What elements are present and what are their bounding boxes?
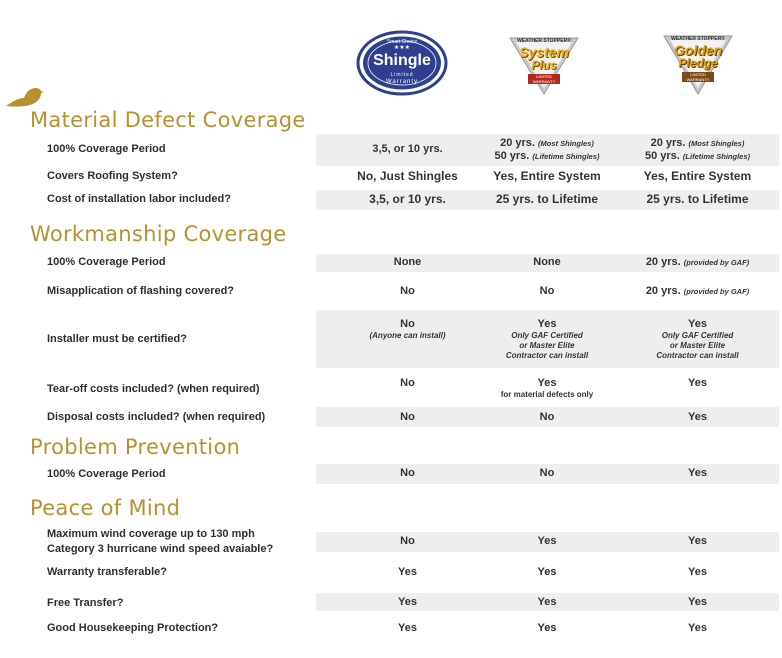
row-label: Free Transfer? bbox=[47, 597, 124, 609]
cell-m3-c2: 25 yrs. to Lifetime bbox=[495, 192, 599, 206]
section-title-workmanship: Workmanship Coverage bbox=[30, 222, 287, 246]
cell-w5-c2: No bbox=[539, 411, 555, 423]
row-label: Disposal costs included? (when required) bbox=[47, 411, 266, 423]
cell-m1-c2 bbox=[472, 137, 622, 163]
cell-w3-c3-n3: Contractor can install bbox=[656, 351, 739, 360]
cell-w2-c3-note: (provided by GAF) bbox=[683, 287, 750, 296]
cell-w3-c3 bbox=[620, 318, 775, 361]
logo-golden-pledge-top: WEATHER STOPPER® bbox=[671, 36, 725, 42]
cell-m1-c3 bbox=[620, 137, 775, 163]
section-title-prevention: Problem Prevention bbox=[30, 435, 241, 459]
cell-q1-c1: No bbox=[400, 535, 415, 547]
cell-w3-c1-note: (Anyone can install) bbox=[369, 331, 446, 340]
cell-m2-c2: Yes, Entire System bbox=[493, 169, 601, 183]
golden-pledge-logo bbox=[662, 32, 734, 96]
cell-m3-c1: 3,5, or 10 yrs. bbox=[369, 192, 446, 206]
cell-w4-c2-value: Yes bbox=[537, 377, 557, 389]
cell-w4-c3: Yes bbox=[688, 377, 707, 389]
cell-w4-c2 bbox=[472, 377, 622, 400]
cell-w1-c3-note: (provided by GAF) bbox=[683, 258, 750, 267]
cell-w2-c3 bbox=[620, 285, 775, 298]
cell-m1-c3b: 50 yrs. bbox=[644, 150, 680, 162]
cell-q1-c3: Yes bbox=[688, 535, 707, 547]
logo-shingle-stars: ★★★ bbox=[393, 45, 411, 51]
row-label: 100% Coverage Period bbox=[47, 143, 166, 155]
cell-m1-c2a-note: (Most Shingles) bbox=[538, 139, 594, 148]
cell-w2-c2: No bbox=[539, 285, 555, 297]
logo-system-plus-top: WEATHER STOPPER® bbox=[517, 38, 571, 44]
cell-w2-c3-value: 20 yrs. bbox=[645, 285, 681, 297]
system-plus-logo bbox=[508, 34, 580, 96]
cell-w3-c3-n1: Only GAF Certified bbox=[661, 331, 734, 340]
section-title-peace: Peace of Mind bbox=[30, 496, 181, 520]
cell-m1-c2a: 20 yrs. bbox=[500, 137, 535, 149]
logo-system-plus-line2: Plus bbox=[531, 58, 557, 72]
cell-w5-c1: No bbox=[400, 411, 415, 423]
cell-m1-c3b-note: (Lifetime Shingles) bbox=[682, 152, 751, 161]
cell-w3-c3-value: Yes bbox=[688, 318, 707, 330]
row-label: Covers Roofing System? bbox=[47, 170, 178, 182]
cell-w3-c2-value: Yes bbox=[537, 318, 557, 330]
cell-q2-c2: Yes bbox=[537, 566, 557, 578]
cell-w1-c1: None bbox=[393, 256, 422, 268]
cell-p1-c1: No bbox=[400, 467, 415, 479]
cell-p1-c2: No bbox=[539, 467, 555, 479]
cell-m1-c2b-note: (Lifetime Shingles) bbox=[532, 152, 600, 161]
cell-w4-c2-note: for material defects only bbox=[500, 390, 594, 399]
cell-q4-c3: Yes bbox=[688, 622, 707, 634]
cell-m1-c3a: 20 yrs. bbox=[650, 137, 686, 149]
cell-w1-c3 bbox=[620, 256, 775, 269]
section-title-material: Material Defect Coverage bbox=[30, 108, 306, 132]
row-label: 100% Coverage Period bbox=[47, 256, 166, 268]
cell-w3-c1-value: No bbox=[400, 318, 415, 330]
cell-q2-c3: Yes bbox=[688, 566, 707, 578]
cell-q4-c1: Yes bbox=[398, 622, 417, 634]
cell-q4-c2: Yes bbox=[537, 622, 557, 634]
cell-w3-c3-n2: or Master Elite bbox=[669, 341, 726, 350]
cell-q3-c2: Yes bbox=[537, 596, 557, 608]
row-label: Tear-off costs included? (when required) bbox=[47, 383, 260, 395]
cell-m1-c3a-note: (Most Shingles) bbox=[688, 139, 745, 148]
cell-m1-c2b: 50 yrs. bbox=[494, 150, 530, 162]
cell-m2-c3: Yes, Entire System bbox=[643, 169, 752, 183]
row-label: 100% Coverage Period bbox=[47, 468, 166, 480]
cell-w3-c2-n1: Only GAF Certified bbox=[511, 331, 583, 340]
cell-w3-c2-n2: or Master Elite bbox=[519, 341, 575, 350]
logo-shingle-main: Shingle bbox=[373, 52, 431, 69]
row-label: Installer must be certified? bbox=[47, 333, 187, 345]
logo-shingle-top: Smart Choice bbox=[386, 39, 418, 45]
logo-shingle-sub: Limited bbox=[390, 72, 414, 78]
cell-w1-c3-value: 20 yrs. bbox=[645, 256, 681, 268]
cell-w4-c1: No bbox=[400, 377, 415, 389]
row-label: Warranty transferable? bbox=[47, 566, 168, 578]
row-label bbox=[47, 527, 273, 557]
logo-golden-pledge-band: LIMITED WARRANTY bbox=[682, 72, 714, 82]
cell-w3-c2 bbox=[472, 318, 622, 361]
cell-w1-c2: None bbox=[533, 256, 561, 268]
cell-q1-c2: Yes bbox=[537, 535, 557, 547]
logo-shingle-bottom: Warranty bbox=[385, 79, 419, 85]
cell-w2-c1: No bbox=[400, 285, 415, 297]
row-label: Misapplication of flashing covered? bbox=[47, 285, 235, 297]
row-label-q1-line2: Category 3 hurricane wind speed avaiable? bbox=[47, 543, 274, 555]
cell-p1-c3: Yes bbox=[688, 467, 707, 479]
row-label: Good Housekeeping Protection? bbox=[47, 622, 219, 634]
cell-q2-c1: Yes bbox=[398, 566, 417, 578]
cell-m2-c1: No, Just Shingles bbox=[357, 169, 458, 183]
cell-w3-c1 bbox=[330, 318, 485, 341]
row-label: Cost of installation labor included? bbox=[47, 193, 231, 205]
row-label-q1-line1: Maximum wind coverage up to 130 mph bbox=[47, 528, 255, 540]
cell-m1-c1: 3,5, or 10 yrs. bbox=[372, 143, 443, 155]
logo-system-plus-line1: System bbox=[519, 44, 569, 60]
cell-q3-c1: Yes bbox=[398, 596, 417, 608]
cell-q3-c3: Yes bbox=[688, 596, 707, 608]
shingle-warranty-logo bbox=[356, 30, 448, 96]
logo-golden-pledge-line1: Golden bbox=[673, 42, 723, 58]
logo-system-plus-band: LIMITED WARRANTY bbox=[528, 74, 560, 84]
cell-w3-c2-n3: Contractor can install bbox=[505, 351, 589, 360]
cell-w5-c3: Yes bbox=[688, 411, 707, 423]
logo-golden-pledge-line2: Pledge bbox=[678, 56, 718, 70]
cell-m3-c3: 25 yrs. to Lifetime bbox=[646, 192, 749, 206]
